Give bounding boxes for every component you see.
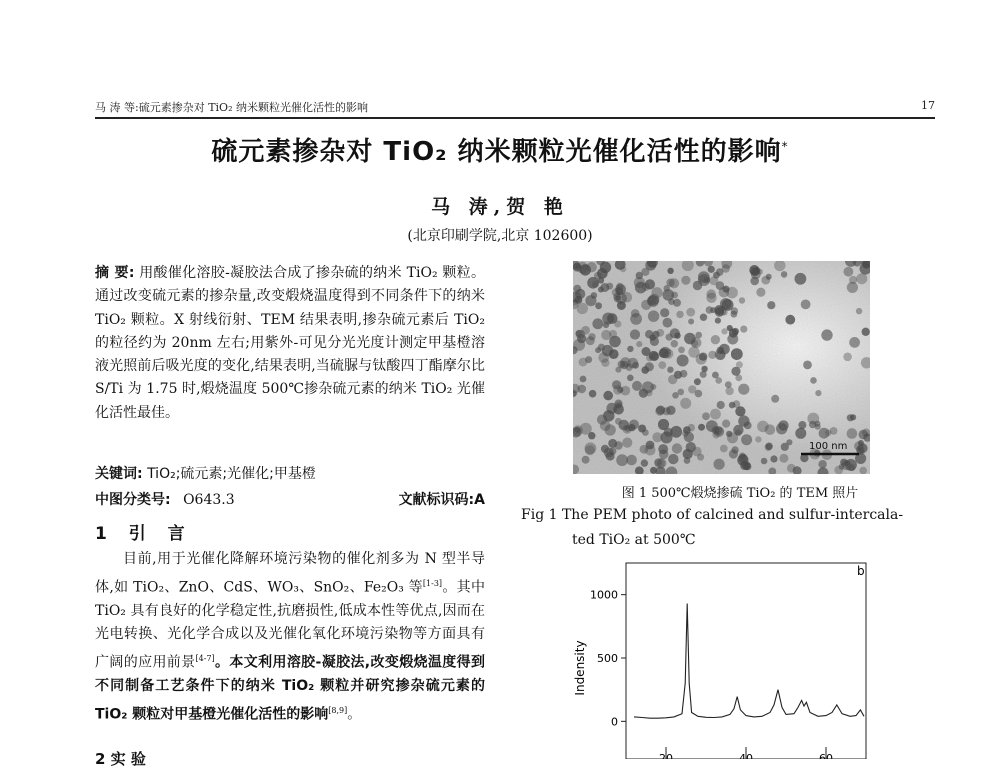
paper-title-text: 硫元素掺杂对 TiO₂ 纳米颗粒光催化活性的影响 — [211, 137, 782, 167]
abstract-text: 用酸催化溶胶-凝胶法合成了掺杂硫的纳米 TiO₂ 颗粒。通过改变硫元素的掺杂量,改变煅烧温度得到不同条件下的纳米 TiO₂ 颗粒。X 射线衍射、TEM 结果表明,掺杂硫元素后 TiO₂ 的粒径约为 20nm 左右;用紫外-可见分光光度计测定甲基橙溶液光照前后吸光度的变化,结果表明,当硫脲与钛酸四丁酯摩尔比 S/Ti 为 1.75 时,煅烧温度 500℃掺杂硫元素的纳米 TiO₂ 光催化活性最佳。 — [95, 265, 485, 421]
clc-label: 中图分类号: — [95, 492, 171, 508]
affiliation: (北京印刷学院,北京 102600) — [407, 228, 593, 244]
section-heading-2-partial: 2 实 验 — [95, 750, 146, 768]
scale-bar-label: 100 nm — [809, 441, 848, 452]
classification-line — [95, 489, 485, 509]
keywords — [95, 463, 485, 486]
figure-1-caption-en-line2: ted TiO₂ at 500℃ — [572, 532, 696, 548]
intro-text-4: 。 — [347, 706, 362, 723]
y-axis-label: Indensity — [573, 640, 587, 696]
intro-text-3: 。本文利用溶胶-凝胶法,改变煅烧温度得到不同制备工艺条件下的纳米 TiO₂ 颗粒并研究掺杂硫元素的 TiO₂ 颗粒对甲基橙光催化活性的影响 — [95, 654, 485, 723]
intro-paragraph — [95, 548, 485, 727]
page-number: 17 — [921, 99, 935, 112]
tem-photo-image — [573, 261, 870, 474]
running-header-title: 马 涛 等:硫元素掺杂对 TiO₂ 纳米颗粒光催化活性的影响 — [95, 101, 368, 114]
xrd-trace — [634, 604, 864, 719]
y-tick-label: 1000 — [590, 588, 618, 602]
keywords-label: 关键词: — [95, 466, 143, 482]
section-1-number: 1 — [95, 524, 115, 544]
tem-photo — [573, 261, 870, 474]
keywords-text: TiO₂;硫元素;光催化;甲基橙 — [147, 466, 316, 482]
doc-code-label: 文献标识码:A — [398, 492, 485, 508]
citation-2: [4-7] — [195, 654, 215, 664]
x-tick-label: 20 — [659, 752, 673, 759]
xrd-chart-svg — [566, 558, 876, 759]
abstract-label: 摘 要: — [95, 265, 135, 281]
section-heading-1 — [95, 519, 193, 544]
citation-1: [1-3] — [422, 578, 443, 588]
y-tick-label: 0 — [611, 715, 618, 729]
figure-1-caption-en-line1: Fig 1 The PEM photo of calcined and sulfur-intercala- — [521, 507, 904, 523]
section-1-title: 引 言 — [128, 524, 193, 544]
y-tick-label: 500 — [597, 652, 618, 665]
plot-frame — [626, 563, 866, 759]
intro-text-1: 目前,用于光催化降解环境污染物的催化剂多为 N 型半导体,如 TiO₂、ZnO、CdS、WO₃、SnO₂、Fe₂O₃ 等 — [95, 551, 485, 596]
x-tick-label: 40 — [739, 752, 753, 759]
xrd-chart — [566, 558, 876, 759]
citation-3: [8,9] — [328, 705, 348, 715]
introduction-body — [95, 548, 485, 727]
running-header — [95, 99, 935, 117]
abstract — [95, 262, 485, 425]
authors: 马 涛,贺 艳 — [431, 196, 569, 218]
intro-text-2: 。其中 TiO₂ 具有良好的化学稳定性,抗磨损性,低成本性等优点,因而在光电转换、光化学合成以及光催化氧化环境污染物等方面具有广阔的应用前景 — [95, 579, 485, 671]
figure-1-caption-zh: 图 1 500℃煅烧掺硫 TiO₂ 的 TEM 照片 — [621, 486, 859, 501]
title-footnote-mark: * — [781, 139, 789, 154]
header-rule — [95, 117, 935, 119]
clc-value: O643.3 — [183, 492, 235, 508]
x-tick-label: 60 — [819, 752, 833, 759]
panel-label: b — [857, 564, 865, 578]
paper-title — [0, 131, 1000, 168]
